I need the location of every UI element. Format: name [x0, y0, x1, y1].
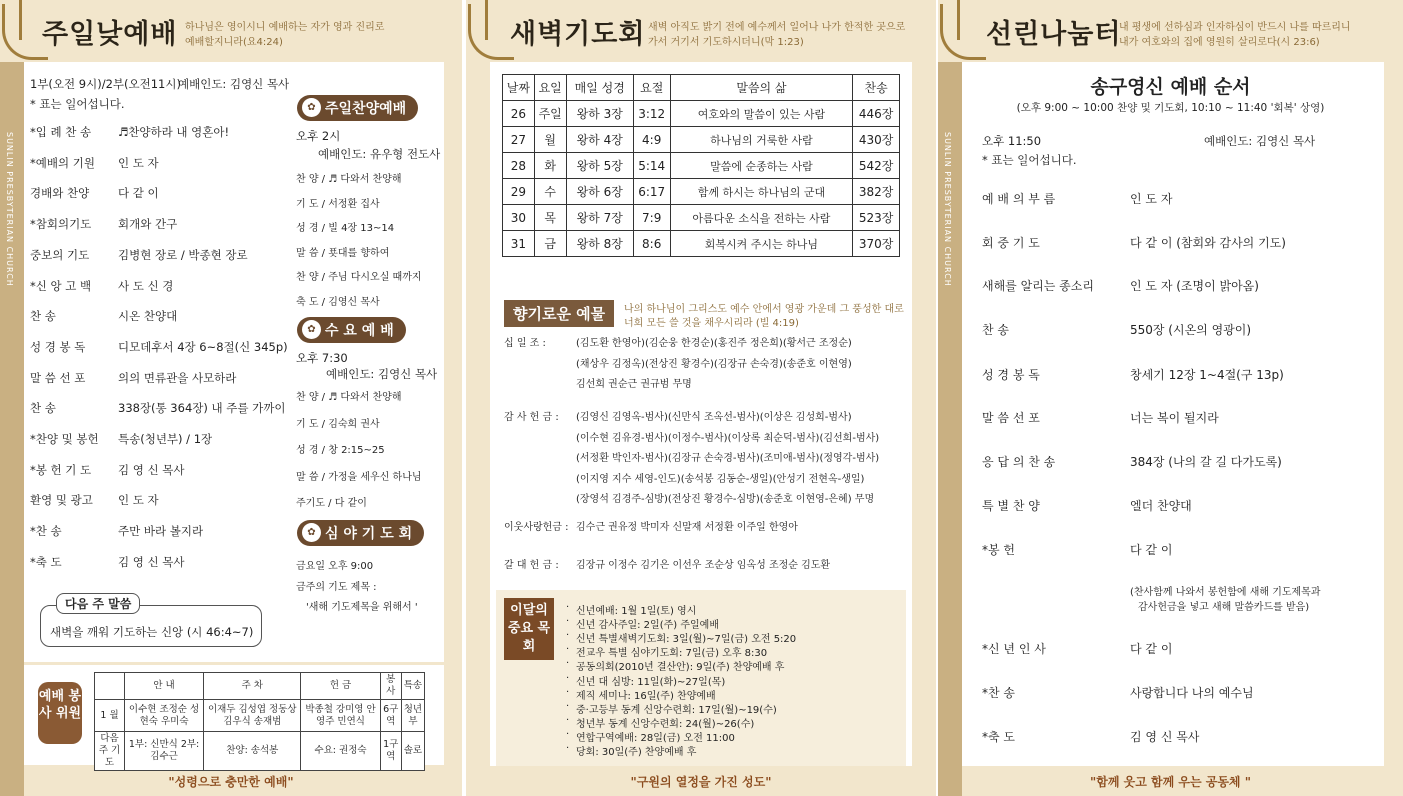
table-row — [503, 205, 900, 231]
bullet-icon: · — [566, 672, 570, 684]
month-item: 당회: 30일(주) 찬양예배 후 — [576, 747, 697, 758]
table-cell: 다음주 기 도 — [95, 732, 125, 771]
service-label: 예배 봉사 위원 — [38, 682, 82, 744]
table-cell: 3:12 — [633, 101, 670, 127]
table-cell: 370장 — [853, 231, 900, 257]
verse-line: 가서 거기서 기도하시더니(막 1:23) — [648, 37, 804, 48]
month-item: 제직 세미나: 16일(주) 찬양예배 — [576, 690, 716, 702]
praise-leader: 예배인도: 유우형 전도사 — [318, 147, 441, 161]
order-value: 김병현 장로 / 박종현 장로 — [118, 247, 248, 262]
panel-title: 새벽기도회 — [510, 19, 646, 50]
offering-names: (김도환 한영아)(김순웅 한경순)(홍진주 정은희)(황서근 조정순) — [576, 338, 852, 349]
panel-sunday-worship — [0, 0, 462, 796]
table-row — [503, 231, 900, 257]
table-cell: 금 — [534, 231, 566, 257]
table-row — [503, 153, 900, 179]
order-label: *예배의 기원 — [30, 155, 95, 170]
order-label: *참회의기도 — [30, 217, 92, 232]
offering-names: (서정환 박인자-범사)(김장규 손숙경-범사)(조미애-범사)(정영각-범사) — [576, 453, 880, 464]
offering-names: (이지영 지수 세영-인도)(송석봉 김동순-생일)(안성기 전현옥-생일) — [576, 473, 865, 485]
wed-leader: 예배인도: 김영신 목사 — [326, 367, 438, 381]
table-cell: 542장 — [853, 153, 900, 179]
table-header: 요절 — [633, 75, 670, 101]
table-cell: 목 — [534, 205, 566, 231]
order-value: 인 도 자 (조명이 밝아옴) — [1130, 279, 1259, 293]
table-cell: 청년부 — [401, 700, 424, 732]
panel-header — [0, 0, 462, 62]
table-header: 요일 — [534, 75, 566, 101]
side-text: SUNLIN PRESBYTERIAN CHURCH — [5, 132, 14, 287]
panel-title: 주일낮예배 — [42, 19, 178, 50]
month-item: 신년 대 심방: 11일(화)~27일(목) — [576, 676, 726, 688]
table-cell: 27 — [503, 127, 535, 153]
verse-line: 내가 여호와의 집에 영원히 살리로다(시 23:6) — [1119, 37, 1320, 48]
order-label: 특 별 찬 양 — [982, 499, 1040, 513]
order-label: *신 앙 고 백 — [30, 278, 92, 293]
table-cell: 이수현 조정순 성현숙 우미숙 — [125, 700, 204, 732]
order-value: 회개와 간구 — [118, 217, 178, 232]
order-label: 응 답 의 찬 송 — [982, 455, 1056, 469]
table-cell: 1부: 신만식 2부: 김수근 — [125, 732, 204, 771]
table-cell: 화 — [534, 153, 566, 179]
header-verse — [1119, 20, 1351, 50]
panel-header — [938, 0, 1403, 62]
offering-note: (찬사함께 나와서 봉헌함에 새해 기도제목과 — [1130, 587, 1321, 598]
wed-time: 오후 7:30 — [296, 351, 348, 365]
table-header: 찬송 — [853, 75, 900, 101]
table-row — [503, 179, 900, 205]
table-cell: 382장 — [853, 179, 900, 205]
wed-title-text: 수 요 예 배 — [325, 323, 394, 339]
month-item: 연합구역예배: 28일(금) 오전 11:00 — [576, 732, 735, 744]
next-week-text: 새벽을 깨워 기도하는 신앙 (시 46:4~7) — [50, 625, 254, 639]
table-cell: 29 — [503, 179, 535, 205]
flower-icon: ✿ — [302, 523, 321, 542]
order-value: 384장 (나의 갈 길 다가도록) — [1130, 455, 1282, 469]
order-label: *신 년 인 사 — [982, 642, 1046, 656]
table-cell: 5:14 — [633, 153, 670, 179]
table-header: 안 내 — [125, 673, 204, 700]
praise-item: 기 도 / 서정환 집사 — [296, 198, 380, 210]
curl-ornament-icon — [468, 4, 514, 60]
offering-note: 감사헌금을 넣고 새해 말씀카드를 받음) — [1138, 602, 1310, 613]
order-label: 찬 송 — [30, 401, 56, 416]
night-title — [297, 520, 424, 546]
month-item: 신년 특별새벽기도회: 3일(월)~7일(금) 오전 5:20 — [576, 634, 797, 646]
header-verse — [648, 20, 905, 50]
offering-names: (장영석 김경주-심방)(전상진 황경수-심방)(송준호 이현영-은혜) 무명 — [576, 494, 875, 505]
order-value: 너는 복이 될지라 — [1130, 411, 1219, 425]
order-label: *찬양 및 봉헌 — [30, 432, 99, 446]
bullet-icon: · — [566, 714, 570, 726]
panel-footer: "성령으로 충만한 예배" — [168, 775, 294, 789]
praise-item: 찬 양 / 주님 다시오실 때까지 — [296, 272, 422, 283]
order-label: 예 배 의 부 름 — [982, 192, 1056, 206]
verse-line: 하나님은 영이시니 예배하는 자가 영과 진리로 — [185, 22, 385, 33]
flower-icon: ✿ — [302, 320, 321, 339]
table-cell: 7:9 — [633, 205, 670, 231]
bullet-icon: · — [566, 644, 570, 656]
table-header: 주 차 — [204, 673, 301, 700]
order-label: 찬 송 — [982, 323, 1009, 337]
table-cell: 30 — [503, 205, 535, 231]
order-label: *축 도 — [982, 730, 1015, 744]
bullet-icon: · — [566, 658, 570, 670]
offering-verse: 너희 모든 쓸 것을 채우시리라 (빌 4:19) — [624, 318, 799, 329]
table-header: 매일 성경 — [566, 75, 633, 101]
bullet-icon: · — [566, 686, 570, 698]
table-cell: 솔로 — [401, 732, 424, 771]
offering-label: 감 사 헌 금 : — [504, 412, 559, 423]
table-cell: 6:17 — [633, 179, 670, 205]
table-cell: 박종철 강미영 안영주 민연식 — [301, 700, 380, 732]
service-table — [94, 672, 425, 771]
curl-ornament-icon — [940, 4, 986, 60]
panel-footer: "구원의 열정을 가진 성도" — [630, 775, 772, 789]
offering-label: 이웃사랑헌금 : — [504, 522, 569, 533]
side-bar — [0, 62, 24, 796]
order-value: 김 영 신 목사 — [118, 462, 185, 477]
order-label: 환영 및 광고 — [30, 493, 93, 508]
table-header: 날짜 — [503, 75, 535, 101]
order-label: 성 경 봉 독 — [982, 368, 1040, 382]
offering-names: (채상우 김정옥)(전상진 황경수)(김장규 손숙경)(송준호 이현영) — [576, 358, 852, 370]
table-cell: 26 — [503, 101, 535, 127]
table-cell: 월 — [534, 127, 566, 153]
service-heading: 송구영신 예배 순서 — [1090, 76, 1251, 98]
order-label: 성 경 봉 독 — [30, 339, 86, 354]
order-label: *축 도 — [30, 554, 62, 569]
wed-item: 찬 양 / ♬ 다와서 찬양해 — [296, 392, 402, 403]
table-cell: 여호와의 말씀이 있는 사람 — [670, 101, 853, 127]
order-value: 338장(통 364장) 내 주를 가까이 — [118, 401, 286, 416]
night-time: 금요일 오후 9:00 — [296, 561, 374, 572]
table-cell: 찬양: 송석봉 — [204, 732, 301, 771]
table-header: 봉사 — [380, 673, 401, 700]
panel-footer: "함께 웃고 함께 우는 공동체 " — [1090, 775, 1251, 789]
table-cell: 523장 — [853, 205, 900, 231]
table-cell: 왕하 5장 — [566, 153, 633, 179]
order-value: 사 도 신 경 — [118, 278, 174, 293]
stand-note: * 표는 일어섭니다. — [982, 153, 1077, 167]
table-cell: 1 월 — [95, 700, 125, 732]
offering-verse: 나의 하나님이 그리스도 예수 안에서 영광 가운데 그 풍성한 대로 — [624, 304, 904, 315]
panel-sharing — [938, 0, 1403, 796]
bullet-icon: · — [566, 602, 570, 613]
order-label: *찬 송 — [30, 524, 62, 539]
offering-label: 갈 대 헌 금 : — [504, 560, 559, 571]
service-leader: 예배인도: 김영신 목사 — [1204, 134, 1316, 148]
flower-icon: ✿ — [302, 98, 321, 117]
order-value: ♬찬양하라 내 영혼아! — [118, 125, 230, 139]
order-label: 찬 송 — [30, 309, 56, 324]
order-label: 중보의 기도 — [30, 247, 90, 262]
month-item: 공동의회(2010년 결산안): 9일(주) 찬양예배 후 — [576, 662, 785, 674]
table-cell: 왕하 7장 — [566, 205, 633, 231]
stand-note: * 표는 일어섭니다. — [30, 97, 125, 111]
table-row — [95, 700, 425, 732]
table-header-row — [95, 673, 425, 700]
header-verse — [185, 20, 384, 50]
table-cell — [95, 673, 125, 700]
verse-line: 새벽 아직도 밝기 전에 예수께서 일어나 나가 한적한 곳으로 — [648, 22, 906, 33]
table-row — [503, 101, 900, 127]
praise-item: 말 씀 / 푯대를 향하여 — [296, 247, 390, 259]
side-bar — [938, 62, 962, 796]
schedule-table — [502, 74, 900, 257]
table-cell: 왕하 8장 — [566, 231, 633, 257]
order-label: 경배와 찬양 — [30, 186, 90, 201]
service-time: 오후 11:50 — [982, 134, 1042, 148]
table-cell: 430장 — [853, 127, 900, 153]
offering-label: 십 일 조 : — [504, 338, 546, 349]
table-cell: 왕하 4장 — [566, 127, 633, 153]
order-value: 시온 찬양대 — [118, 309, 178, 324]
order-value: 사랑합니다 나의 예수님 — [1130, 686, 1254, 700]
service-subheading: (오후 9:00 ~ 10:00 찬양 및 기도회, 10:10 ~ 11:40 '회복' 상영) — [1016, 102, 1325, 114]
verse-line: 예배할지니라(요4:24) — [185, 37, 283, 48]
offering-names: 김선희 권순근 권규범 무명 — [576, 379, 692, 390]
table-header: 특송 — [401, 673, 424, 700]
table-cell: 1구역 — [380, 732, 401, 771]
next-week-label: 다음 주 말씀 — [56, 593, 140, 614]
order-value: 다 같 이 (참회와 감사의 기도) — [1130, 236, 1286, 250]
bullet-icon: · — [566, 743, 570, 754]
bullet-icon: · — [566, 700, 570, 712]
order-value: 특송(청년부) / 1장 — [118, 432, 213, 446]
table-cell: 6구역 — [380, 700, 401, 732]
month-item: 전교우 특별 심야기도회: 7일(금) 오후 8:30 — [576, 648, 768, 660]
night-title-text: 심 야 기 도 회 — [325, 526, 413, 542]
bullet-icon: · — [566, 616, 570, 628]
order-label: 회 중 기 도 — [982, 236, 1040, 250]
offering-names: 김수근 권유정 박미자 신말재 서정환 이주일 한영아 — [576, 522, 798, 533]
order-label: *봉 헌 기 도 — [30, 462, 92, 477]
panel-header — [466, 0, 936, 62]
table-cell: 왕하 6장 — [566, 179, 633, 205]
table-cell: 하나님의 거룩한 사람 — [670, 127, 853, 153]
side-text: SUNLIN PRESBYTERIAN CHURCH — [943, 132, 952, 287]
table-cell: 말씀에 순종하는 사람 — [670, 153, 853, 179]
praise-title — [297, 95, 418, 121]
table-cell: 회복시켜 주시는 하나님 — [670, 231, 853, 257]
praise-time: 오후 2시 — [296, 129, 341, 143]
table-cell: 이재두 김성엽 정동상 김우식 송재범 — [204, 700, 301, 732]
table-cell: 8:6 — [633, 231, 670, 257]
wed-item: 주기도 / 다 같이 — [296, 498, 367, 509]
table-cell: 왕하 3장 — [566, 101, 633, 127]
order-value: 인 도 자 — [118, 493, 159, 508]
order-label: 말 씀 선 포 — [982, 411, 1040, 425]
order-value: 550장 (시온의 영광이) — [1130, 323, 1252, 337]
table-row — [503, 127, 900, 153]
table-cell: 아름다운 소식을 전하는 사람 — [670, 205, 853, 231]
night-topic-label: 금주의 기도 제목 : — [296, 582, 377, 593]
praise-title-text: 주일찬양예배 — [325, 101, 407, 117]
wed-item: 성 경 / 창 2:15~25 — [296, 445, 385, 456]
order-value: 인 도 자 — [1130, 192, 1173, 206]
order-value: 다 같 이 — [118, 186, 159, 201]
praise-item: 성 경 / 빌 4장 13~14 — [296, 223, 395, 234]
table-cell: 수요: 권정숙 — [301, 732, 380, 771]
order-value: 창세기 12장 1~4절(구 13p) — [1130, 368, 1284, 382]
table-cell: 4:9 — [633, 127, 670, 153]
table-cell: 31 — [503, 231, 535, 257]
night-topic: '새해 기도제목을 위해서 ' — [306, 602, 418, 613]
wed-item: 말 씀 / 가정을 세우신 하나님 — [296, 471, 422, 483]
bullet-icon: · — [566, 630, 570, 642]
month-item: 신년예배: 1월 1일(토) 영시 — [576, 606, 697, 617]
order-value: 김 영 신 목사 — [118, 554, 185, 569]
order-label: *찬 송 — [982, 686, 1015, 700]
wed-title — [297, 317, 406, 343]
order-value: 다 같 이 — [1130, 543, 1173, 557]
table-cell: 28 — [503, 153, 535, 179]
order-value: 인 도 자 — [118, 155, 159, 170]
order-value: 다 같 이 — [1130, 642, 1173, 656]
panel-title: 선린나눔터 — [986, 19, 1122, 50]
bullet-icon: · — [566, 728, 570, 740]
offering-names: 김장규 이정수 김기은 이선우 조순상 임옥성 조정순 김도환 — [576, 560, 831, 571]
order-label: 새해를 알리는 종소리 — [982, 279, 1094, 293]
verse-line: 내 평생에 선하심과 인자하심이 반드시 나를 따르리니 — [1119, 22, 1351, 33]
month-item: 신년 감사주일: 2일(주) 주일예배 — [576, 620, 719, 632]
panel-dawn-prayer — [466, 0, 936, 796]
offering-title: 향기로운 예물 — [504, 300, 614, 327]
table-cell: 함께 하시는 하나님의 군대 — [670, 179, 853, 205]
month-label: 이달의 중요 목회 — [504, 598, 554, 660]
offering-names: (김영신 김영옥-범사)(신만식 조옥선-범사)(이상은 김성희-범사) — [576, 412, 852, 423]
worship-leader: 예배인도: 김영신 목사 — [178, 77, 290, 91]
order-value: 엘더 찬양대 — [1130, 499, 1192, 513]
order-value: 김 영 신 목사 — [1130, 730, 1200, 744]
praise-item: 축 도 / 김영신 목사 — [296, 296, 380, 308]
table-header-row — [503, 75, 900, 101]
time-line: 1부(오전 9시)/2부(오전11시) — [30, 77, 181, 91]
table-cell: 수 — [534, 179, 566, 205]
table-cell: 주일 — [534, 101, 566, 127]
order-label: *입 례 찬 송 — [30, 125, 92, 139]
table-cell: 446장 — [853, 101, 900, 127]
order-label: *봉 헌 — [982, 543, 1015, 557]
table-row — [95, 732, 425, 771]
table-header: 헌 금 — [301, 673, 380, 700]
month-item: 중·고등부 동계 신앙수련회: 17일(월)~19(수) — [576, 704, 777, 716]
order-value: 주만 바라 볼지라 — [118, 524, 204, 539]
order-value: 의의 면류관을 사모하라 — [118, 370, 237, 385]
praise-item: 찬 양 / ♬ 다와서 찬양해 — [296, 174, 402, 185]
order-value: 디모데후서 4장 6~8절(신 345p) — [118, 339, 288, 354]
order-label: 말 씀 선 포 — [30, 370, 86, 385]
offering-names: (이수현 김유경-범사)(이정수-범사)(이상록 최순덕-범사)(김선희-범사) — [576, 432, 880, 444]
month-item: 청년부 동계 신앙수련회: 24(월)~26(수) — [576, 718, 755, 730]
table-header: 말씀의 삶 — [670, 75, 853, 101]
wed-item: 기 도 / 김숙희 권사 — [296, 418, 380, 430]
